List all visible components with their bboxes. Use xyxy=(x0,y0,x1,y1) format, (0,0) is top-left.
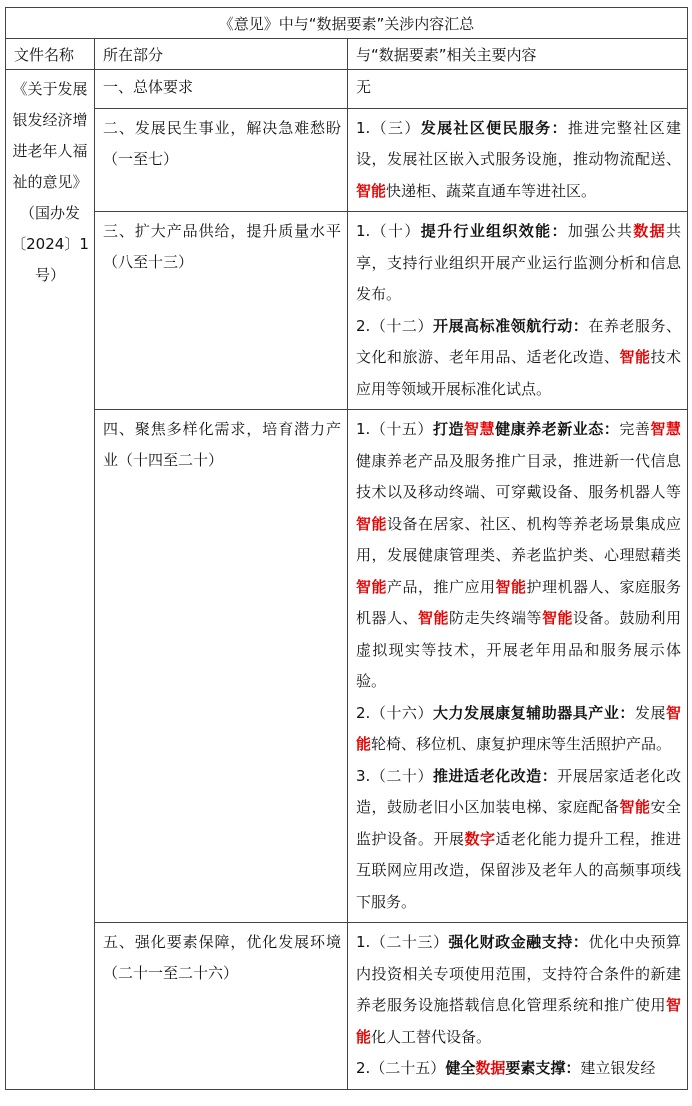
content-text: 化人工替代设备。 xyxy=(371,1027,492,1046)
item-heading: 推进适老化改造： xyxy=(432,766,558,785)
content-text: 优化中央预算内投资相关专项使用范围，支持符合条件的新建养老服务设施搭载信息化管理系统和推广使用 xyxy=(356,933,681,1014)
keyword-highlight: 智能 xyxy=(619,348,651,366)
content-text: 开展居家适老化改造，鼓励老旧小区加装电梯、家庭配备 xyxy=(356,766,681,816)
item-heading: 提升行业组织效能： xyxy=(420,222,568,240)
content-paragraph xyxy=(356,72,681,104)
section-cell: 五、强化要素保障，优化发展环境（二十一至二十六） xyxy=(95,923,348,1090)
header-content: 与“数据要素”相关主要内容 xyxy=(348,39,688,70)
keyword-highlight: 智能 xyxy=(495,577,527,596)
content-paragraph xyxy=(356,761,681,919)
document-name-cell: 《关于发展银发经济增进老年人福祉的意见》（国办发〔2024〕1号） xyxy=(6,70,95,1090)
item-heading: 健康养老新业态： xyxy=(495,420,620,438)
section-cell: 三、扩大产品供给，提升质量水平（八至十三） xyxy=(95,212,348,410)
keyword-highlight: 数据 xyxy=(633,222,666,240)
content-text: 产品，推广应用 xyxy=(387,577,496,596)
content-text: 2.（十六） xyxy=(356,703,433,722)
item-heading: 健全 xyxy=(445,1059,476,1077)
content-text: 2.（十二） xyxy=(356,316,433,335)
item-heading: 打造 xyxy=(432,420,465,438)
content-text: 2.（二十五） xyxy=(356,1059,446,1077)
keyword-highlight: 智能 xyxy=(356,514,387,533)
content-text: 防走失终端等 xyxy=(449,609,542,627)
keyword-highlight: 数字 xyxy=(464,829,496,848)
content-text: 安全监护设备。开展 xyxy=(356,798,681,848)
keyword-highlight: 智能 xyxy=(619,798,651,816)
keyword-highlight: 智能 xyxy=(418,609,449,627)
content-text: 护理机器人、家庭服务机器人、 xyxy=(356,577,681,627)
content-text: 快递柜、蔬菜直通车等进社区。 xyxy=(386,181,597,200)
content-text: 1.（十五） xyxy=(356,420,433,438)
item-heading: 强化财政金融支持： xyxy=(448,933,589,951)
item-heading: 开展高标准领航行动： xyxy=(432,316,589,335)
content-text: 无 xyxy=(356,78,372,96)
section-cell: 一、总体要求 xyxy=(95,70,348,109)
content-text: 轮椅、移位机、康复护理床等生活照护产品。 xyxy=(371,735,672,753)
content-text: 1.（十） xyxy=(356,222,421,240)
header-section: 所在部分 xyxy=(95,39,348,70)
keyword-highlight: 智能 xyxy=(356,577,387,596)
content-paragraph xyxy=(356,311,681,406)
content-paragraph xyxy=(356,113,681,208)
content-paragraph xyxy=(356,698,681,761)
content-text: 技术应用等领域开展标准化试点。 xyxy=(356,348,681,398)
item-heading: 要素支撑： xyxy=(505,1059,581,1077)
content-cell xyxy=(348,70,688,109)
content-cell xyxy=(348,923,688,1090)
table-title: 《意见》中与“数据要素”关涉内容汇总 xyxy=(6,8,688,39)
summary-table xyxy=(5,7,688,1090)
content-text: 发展 xyxy=(634,703,666,722)
item-heading: 发展社区便民服务： xyxy=(420,118,568,137)
keyword-highlight: 智能 xyxy=(356,703,681,753)
keyword-highlight: 数据 xyxy=(475,1059,506,1077)
keyword-highlight: 智慧 xyxy=(650,420,681,438)
content-paragraph xyxy=(356,1053,681,1085)
content-text: 1.（三） xyxy=(356,118,421,137)
keyword-highlight: 智能 xyxy=(356,181,387,200)
section-cell: 二、发展民生事业，解决急难愁盼（一至七） xyxy=(95,108,348,212)
content-text: 适老化能力提升工程，推进互联网应用改造，保留涉及老年人的高频事项线下服务。 xyxy=(356,829,681,911)
content-text: 推进完整社区建设，发展社区嵌入式服务设施，推动物流配送、 xyxy=(356,118,681,168)
content-text: 在养老服务、文化和旅游、老年用品、适老化改造、 xyxy=(356,316,681,366)
content-cell xyxy=(348,108,688,212)
content-paragraph xyxy=(356,414,681,698)
content-text: 3.（二十） xyxy=(356,766,433,785)
content-text: 建立银发经 xyxy=(580,1059,656,1077)
content-text: 完善 xyxy=(619,420,651,438)
content-text: 加强公共 xyxy=(567,222,634,240)
content-text: 1.（二十三） xyxy=(356,933,449,951)
section-cell: 四、聚焦多样化需求，培育潜力产业（十四至二十） xyxy=(95,410,348,923)
item-heading: 大力发展康复辅助器具产业： xyxy=(432,703,635,722)
keyword-highlight: 智能 xyxy=(541,609,573,627)
header-document-name: 文件名称 xyxy=(6,39,95,70)
content-paragraph xyxy=(356,216,681,311)
content-paragraph xyxy=(356,927,681,1053)
keyword-highlight: 智能 xyxy=(356,996,681,1046)
content-text: 设备在居家、社区、机构等养老场景集成应用，发展健康管理类、养老监护类、心理慰藉类 xyxy=(356,514,681,564)
content-cell xyxy=(348,212,688,410)
keyword-highlight: 智慧 xyxy=(464,420,496,438)
content-cell xyxy=(348,410,688,923)
content-text: 共享，支持行业组织开展产业运行监测分析和信息发布。 xyxy=(356,222,681,303)
content-text: 设备。鼓励利用虚拟现实等技术，开展老年用品和服务展示体验。 xyxy=(356,609,681,690)
content-text: 健康养老产品及服务推广目录，推进新一代信息技术以及移动终端、可穿戴设备、服务机器人等 xyxy=(356,451,681,501)
